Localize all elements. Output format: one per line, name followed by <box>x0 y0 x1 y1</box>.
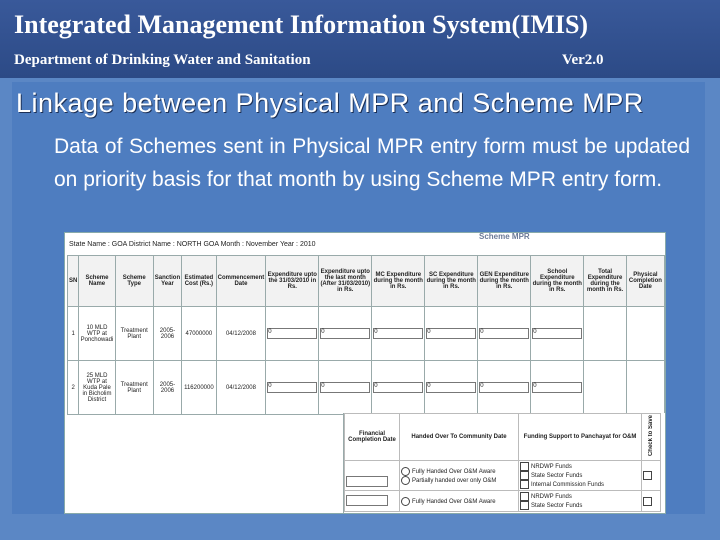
cell-estimated-cost: 47000000 <box>182 307 216 361</box>
expenditure-input[interactable]: 0 <box>373 328 423 339</box>
radio-icon <box>401 476 410 485</box>
slide-title: Linkage between Physical MPR and Scheme MPR <box>16 88 644 118</box>
header-bar <box>0 0 720 78</box>
expenditure-input[interactable]: 0 <box>426 382 476 393</box>
scheme-mpr-screenshot <box>64 232 666 514</box>
checkbox-icon <box>520 480 529 489</box>
expenditure-input[interactable]: 0 <box>426 328 476 339</box>
cell-sc-expenditure <box>425 361 478 415</box>
cell-sn: 2 <box>68 361 79 415</box>
app-title: Integrated Management Information System(IMIS) <box>14 10 589 39</box>
col-header: Physical Completion Date <box>626 256 664 307</box>
cell-estimated-cost: 116200000 <box>182 361 216 415</box>
handover-option[interactable]: Fully Handed Over O&M Aware <box>401 497 517 506</box>
col-header: Scheme Type <box>115 256 153 307</box>
department-name: Department of Drinking Water and Sanitation <box>14 52 311 68</box>
cell-sanction-year: 2005-2006 <box>153 307 181 361</box>
cell-scheme-type: Treatment Plant <box>115 307 153 361</box>
col-header: Total Expenditure during the month in Rs. <box>584 256 627 307</box>
expenditure-input[interactable]: 0 <box>320 382 370 393</box>
save-check-cell <box>642 491 661 512</box>
financial-date-input[interactable] <box>346 495 388 506</box>
completion-table <box>344 413 661 512</box>
col-header: MC Expenditure during the month in Rs. <box>372 256 425 307</box>
sub-col-header: Funding Support to Panchayat for O&M <box>519 414 642 461</box>
table-row <box>68 307 665 361</box>
financial-date-cell <box>345 461 400 491</box>
expenditure-input[interactable]: 0 <box>479 382 529 393</box>
handover-option[interactable]: Partially handed over only O&M <box>401 476 517 485</box>
expenditure-input[interactable]: 0 <box>320 328 370 339</box>
handover-option[interactable]: Fully Handed Over O&M Aware <box>401 467 517 476</box>
radio-icon <box>401 467 410 476</box>
cell-expenditure-31-03 <box>266 361 319 415</box>
scheme-mpr-table <box>67 255 665 415</box>
state-info-line: State Name : GOA District Name : NORTH GOA Month : November Year : 2010 <box>69 241 316 248</box>
col-header: Expenditure upto the last month (After 31/03/2010) in Rs. <box>319 256 372 307</box>
expenditure-input[interactable]: 0 <box>267 382 317 393</box>
sub-col-header: Handed Over To Community Date <box>400 414 519 461</box>
checkbox-icon <box>520 462 529 471</box>
checkbox-icon <box>520 471 529 480</box>
cell-mc-expenditure <box>372 361 425 415</box>
expenditure-input[interactable]: 0 <box>267 328 317 339</box>
expenditure-input[interactable]: 0 <box>373 382 423 393</box>
completion-subpanel <box>343 413 666 513</box>
cell-sanction-year: 2005-2006 <box>153 361 181 415</box>
cell-completion-date <box>626 361 664 415</box>
cell-scheme-type: Treatment Plant <box>115 361 153 415</box>
cell-expenditure-last-month <box>319 361 372 415</box>
sub-row <box>345 461 661 491</box>
cell-gen-expenditure <box>478 307 531 361</box>
col-header: Commencement Date <box>216 256 266 307</box>
handover-cell <box>400 461 519 491</box>
col-header: Scheme Name <box>79 256 115 307</box>
col-header: Expenditure upto the 31/03/2010 in Rs. <box>266 256 319 307</box>
funding-option[interactable]: State Sector Funds <box>520 471 640 480</box>
cell-sn: 1 <box>68 307 79 361</box>
financial-date-input[interactable] <box>346 476 388 487</box>
cell-expenditure-31-03 <box>266 307 319 361</box>
cell-sc-expenditure <box>425 307 478 361</box>
save-checkbox[interactable] <box>643 497 652 506</box>
funding-cell <box>519 461 642 491</box>
funding-option[interactable]: NRDWP Funds <box>520 492 640 501</box>
funding-option[interactable]: State Sector Funds <box>520 501 640 510</box>
funding-option[interactable]: Internal Commission Funds <box>520 480 640 489</box>
expenditure-input[interactable]: 0 <box>532 328 582 339</box>
sub-row <box>345 491 661 512</box>
sub-col-header: Financial Completion Date <box>345 414 400 461</box>
col-header: Estimated Cost (Rs.) <box>182 256 216 307</box>
radio-icon <box>401 497 410 506</box>
expenditure-input[interactable]: 0 <box>532 382 582 393</box>
handover-cell <box>400 491 519 512</box>
cell-scheme-name: 25 MLD WTP at Kuda Pale in Bicholim District <box>79 361 115 415</box>
slide-body-text: Data of Schemes sent in Physical MPR entry form must be updated on priority basis for that month by using Scheme MPR entry form. <box>54 135 690 191</box>
funding-option[interactable]: NRDWP Funds <box>520 462 640 471</box>
cell-gen-expenditure <box>478 361 531 415</box>
checkbox-icon <box>520 492 529 501</box>
table-row <box>68 361 665 415</box>
expenditure-input[interactable]: 0 <box>479 328 529 339</box>
version-label: Ver2.0 <box>562 52 604 68</box>
checkbox-icon <box>520 501 529 510</box>
col-header: SC Expenditure during the month in Rs. <box>425 256 478 307</box>
cell-expenditure-last-month <box>319 307 372 361</box>
cell-school-expenditure <box>531 307 584 361</box>
sub-header-row <box>345 414 661 461</box>
col-header: SN <box>68 256 79 307</box>
cell-commencement-date: 04/12/2008 <box>216 361 266 415</box>
cell-completion-date <box>626 307 664 361</box>
financial-date-cell <box>345 491 400 512</box>
col-header: Sanction Year <box>153 256 181 307</box>
funding-cell <box>519 491 642 512</box>
sub-col-header: Check to Save <box>642 414 661 461</box>
cell-total-expenditure <box>584 361 627 415</box>
cell-school-expenditure <box>531 361 584 415</box>
save-check-cell <box>642 461 661 491</box>
col-header: GEN Expenditure during the month in Rs. <box>478 256 531 307</box>
save-checkbox[interactable] <box>643 471 652 480</box>
cell-total-expenditure <box>584 307 627 361</box>
cell-mc-expenditure <box>372 307 425 361</box>
table-header-row <box>68 256 665 307</box>
col-header: School Expenditure during the month in Rs. <box>531 256 584 307</box>
cell-commencement-date: 04/12/2008 <box>216 307 266 361</box>
cell-scheme-name: 10 MLD WTP at Ponchowadi <box>79 307 115 361</box>
screenshot-caption: Scheme MPR <box>479 232 530 241</box>
